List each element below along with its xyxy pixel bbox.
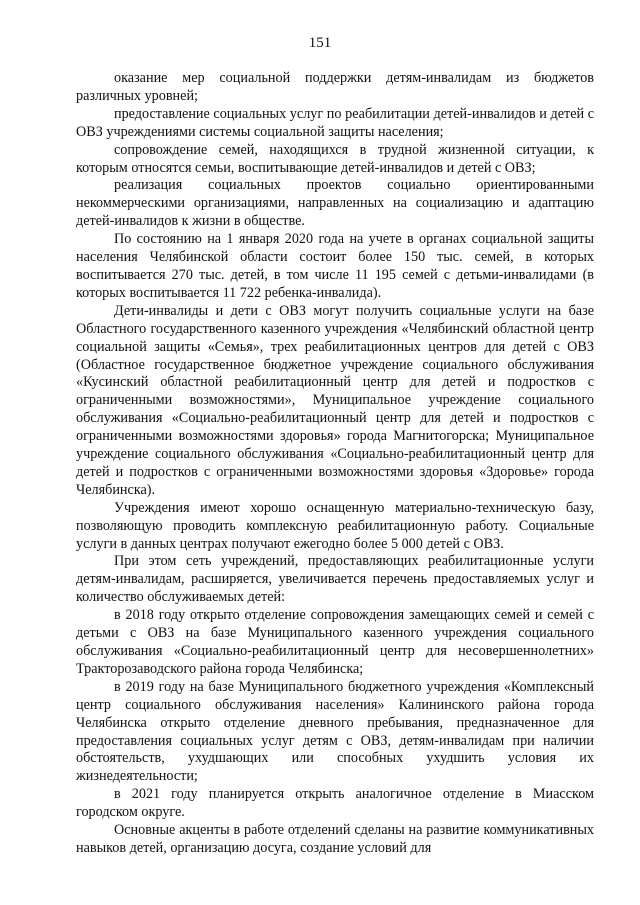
paragraph: сопровождение семей, находящихся в трудной жизненной ситуации, к которым относятся семьи, воспитывающие детей-инвалидов и детей с ОВЗ;: [76, 141, 594, 176]
body-text: [76, 70, 594, 858]
paragraph: По состоянию на 1 января 2020 года на учете в органах социальной защиты населения Челябинской области состоит более 150 тыс. семей, в которых воспитывается 270 тыс. детей, в том числе 11 195 семей с детьми-инвалидами (в которых воспитывается 11 722 ребенка-инвалида).: [76, 231, 594, 301]
paragraph: реализация социальных проектов социально ориентированными некоммерческими организациями, направленных на социализацию и адаптацию детей-инвалидов к жизни в обществе.: [76, 177, 594, 230]
paragraph: оказание мер социальной поддержки детям-инвалидам из бюджетов различных уровней;: [76, 70, 594, 104]
paragraph: в 2021 году планируется открыть аналогичное отделение в Миасском городском округе.: [76, 786, 594, 821]
page-number: 151: [308, 35, 332, 51]
paragraph: в 2019 году на базе Муниципального бюджетного учреждения «Комплексный центр социального обслуживания населения» Калининского района города Челябинска открыто отделение дневного пребывания, предназначенное для предоставления социальных услуг детям с ОВЗ, детям-инвалидам при наличии обстоятельств, ухудшающих или способных ухудшить условия их жизнедеятельности;: [76, 678, 594, 785]
paragraph: Основные акценты в работе отделений сделаны на развитие коммуникативных навыков детей, организацию досуга, создание условий для: [76, 822, 594, 856]
paragraph: предоставление социальных услуг по реабилитации детей-инвалидов и детей с ОВЗ учреждениями системы социальной защиты населения;: [76, 105, 594, 140]
paragraph: При этом сеть учреждений, предоставляющих реабилитационные услуги детям-инвалидам, расширяется, увеличивается перечень предоставляемых услуг и количество обслуживаемых детей:: [76, 553, 594, 606]
paragraph: в 2018 году открыто отделение сопровождения замещающих семей и семей с детьми с ОВЗ на базе Муниципального казенного учреждения социального обслуживания «Социально-реабилитационный центр для несовершеннолетних» Тракторозаводского района города Челябинска;: [76, 607, 594, 677]
paragraph: Учреждения имеют хорошо оснащенную материально-техническую базу, позволяющую проводить комплексную реабилитационную работу. Социальные услуги в данных центрах получают ежегодно более 5 000 детей с ОВЗ.: [76, 499, 594, 552]
paragraph: Дети-инвалиды и дети с ОВЗ могут получить социальные услуги на базе Областного государственного казенного учреждения «Челябинский областной центр социальной защиты «Семья», трех реабилитационных центров для детей с ОВЗ (Областное государственное бюджетное учреждение социального обслуживания «Кусинский областной реабилитационный центр для детей и подростков с ограниченными возможностями», Муниципальное учреждение социального обслуживания «Социально-реабилитационный центр для детей и подростков с ограниченными возможностями здоровья» города Магнитогорска; Муниципальное учреждение социального обслуживания «Социально-реабилитационный центр для детей и подростков с ограниченными возможностями здоровья «Здоровье» города Челябинска).: [76, 302, 594, 498]
